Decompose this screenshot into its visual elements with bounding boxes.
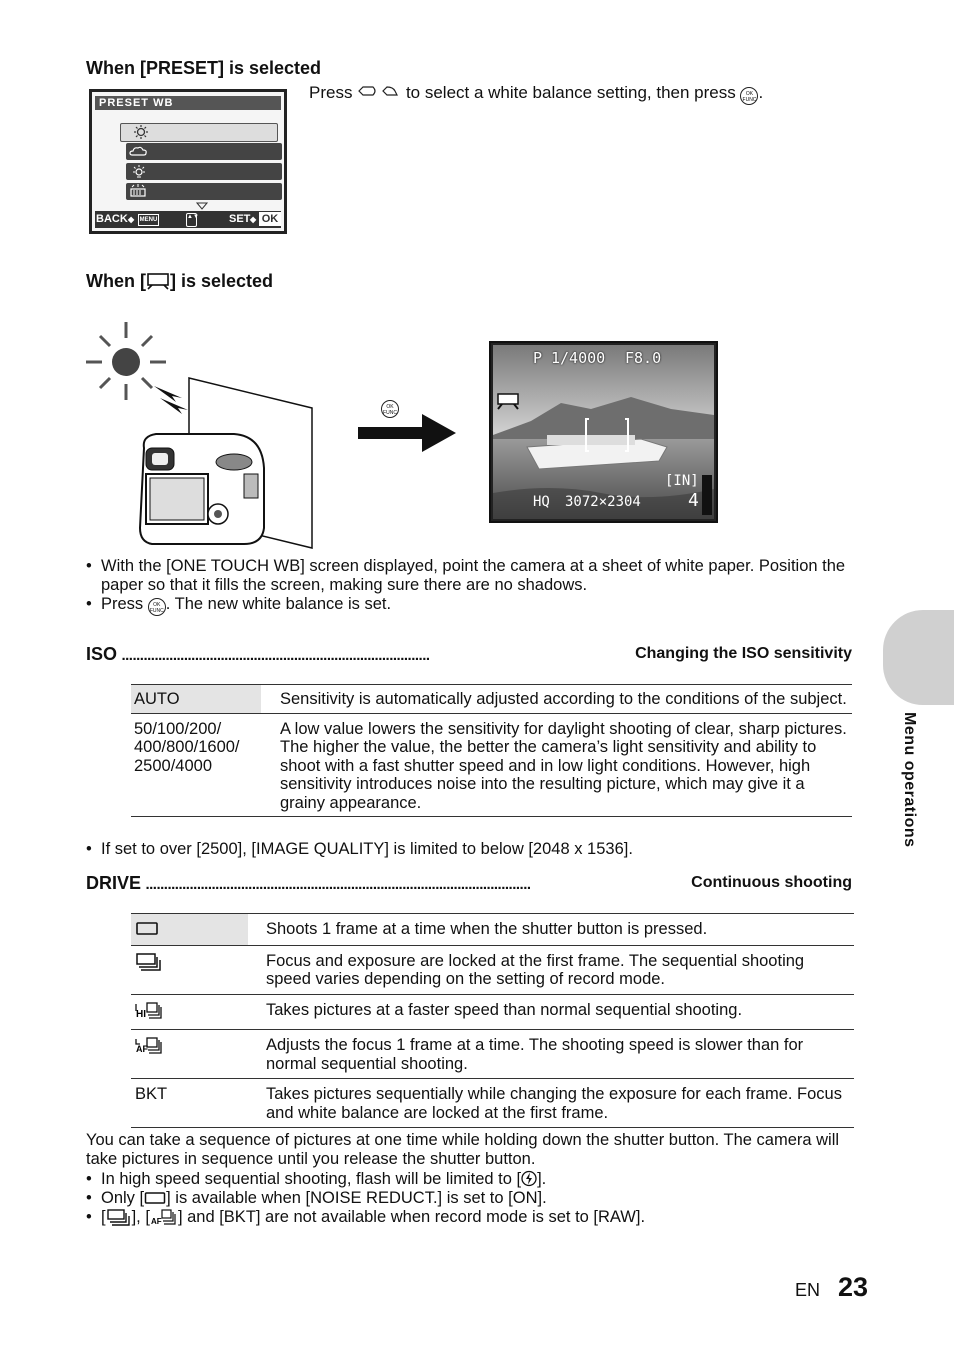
- drive-row: [131, 945, 854, 994]
- updown-icon: ▲▼: [186, 213, 197, 227]
- scroll-down-arrow-icon: [196, 202, 208, 210]
- drive-row: [131, 914, 854, 946]
- single-frame-icon: [144, 1191, 166, 1205]
- preset-instruction: [309, 83, 829, 105]
- fluorescent-icon: [128, 183, 150, 200]
- preset-heading: When [PRESET] is selected: [86, 58, 322, 78]
- lcd-row-sunny: [120, 123, 278, 142]
- drive-label: BKT: [135, 1085, 168, 1103]
- note-text: [101, 1208, 861, 1227]
- sunny-icon: [131, 124, 151, 141]
- screen-quality: HQ: [533, 494, 550, 510]
- iso-row-values: [131, 713, 852, 817]
- footer-lang: EN: [795, 1280, 821, 1300]
- lcd-row-fluorescent: [126, 183, 282, 200]
- screen-aperture: F8.0: [625, 349, 662, 367]
- instruction-pre: Press: [309, 83, 353, 102]
- arrow-icon: ◆: [128, 215, 135, 224]
- press-pre: Press: [101, 595, 144, 613]
- onetouch-heading: [86, 271, 273, 292]
- iso-setting: AUTO: [131, 685, 261, 714]
- note-pre: In high speed sequential shooting, flash will be limited to [: [101, 1170, 522, 1188]
- drive-table: [131, 913, 854, 1128]
- single-frame-icon: [135, 920, 159, 936]
- drive-dots: .........................................................................................................: [145, 876, 531, 893]
- svg-text:AF: AF: [150, 1217, 162, 1226]
- drive-icon-cell: [131, 945, 248, 994]
- drive-icon-cell: [131, 994, 248, 1030]
- hi-sequential-icon: [135, 1001, 163, 1021]
- screen-shutter: 1/4000: [551, 349, 606, 367]
- press-post: . The new white balance is set.: [165, 595, 392, 613]
- drive-row: [131, 1030, 854, 1079]
- iso-description: Sensitivity is automatically adjusted according to the conditions of the subject.: [280, 690, 847, 708]
- reflection-arrows-icon: [154, 386, 188, 414]
- preset-wb-lcd: [89, 89, 287, 234]
- lcd-ok-label: OK: [259, 212, 281, 226]
- iso-setting: 50/100/200/ 400/800/1600/ 2500/4000: [134, 719, 240, 775]
- af-sequential-icon: [135, 1036, 163, 1056]
- screen-side-bar: [702, 475, 712, 515]
- bullet-text: [101, 595, 861, 616]
- ok-func-arrow-icon: OK FUNC: [381, 398, 399, 418]
- instruction-mid: to select a white balance setting, then press: [405, 83, 736, 102]
- side-tab: [883, 610, 954, 705]
- iso-table: [131, 684, 852, 817]
- ok-func-button-icon: OK FUNC: [148, 598, 166, 616]
- svg-text:AF: AF: [136, 1044, 148, 1054]
- sequential-icon: [106, 1208, 132, 1226]
- lcd-footer: [95, 211, 281, 228]
- note-post: ].: [537, 1170, 547, 1188]
- lcd-preview-screen: [489, 341, 718, 523]
- ok-func-button-icon: OK FUNC: [740, 87, 758, 105]
- note-pre: [: [101, 1208, 106, 1226]
- drive-description: Shoots 1 frame at a time when the shutter button is pressed.: [266, 920, 708, 938]
- iso-row-auto: [131, 685, 852, 714]
- drive-row: [131, 1079, 854, 1128]
- screen-mode: P: [533, 349, 543, 367]
- af-sequential-icon: [150, 1208, 178, 1226]
- iso-subtitle: Changing the ISO sensitivity: [629, 645, 852, 663]
- sun-icon: [86, 322, 166, 400]
- iso-title: ISO: [86, 644, 118, 664]
- drive-subtitle: Continuous shooting: [685, 874, 852, 892]
- sequential-icon: [135, 952, 163, 972]
- onetouch-heading-post: ] is selected: [170, 271, 274, 291]
- iso-note-text: If set to over [2500], [IMAGE QUALITY] is limited to below [2048 x 1536].: [101, 840, 633, 858]
- lcd-back-label: BACK: [96, 213, 128, 225]
- arrow-buttons-icon: [357, 84, 401, 98]
- flash-off-icon: [521, 1170, 537, 1187]
- tungsten-icon: [129, 163, 151, 180]
- note-text: [101, 1189, 861, 1208]
- drive-paragraph: You can take a sequence of pictures at one time while holding down the shutter button. The camera will take pictures in sequence until you release the shutter button.: [86, 1131, 840, 1168]
- drive-description: Takes pictures sequentially while changing the exposure for each frame. Focus and white balance are locked at the first frame.: [266, 1085, 842, 1122]
- side-tab-label: Menu operations: [901, 712, 918, 848]
- lcd-set-label: SET: [229, 213, 251, 225]
- bullet-text: With the [ONE TOUCH WB] screen displayed, point the camera at a sheet of white paper. Position the paper so that it fills the screen, making sure there are no shadows.: [101, 557, 846, 594]
- screen-resolution: 3072×2304: [565, 494, 641, 510]
- note-mid: ], [: [131, 1208, 150, 1226]
- drive-description: Focus and exposure are locked at the first frame. The sequential shooting speed varies depending on the setting of record mode.: [266, 951, 805, 988]
- note-text: [101, 1170, 861, 1189]
- note-post: ] and [BKT] are not available when record mode is set to [RAW].: [177, 1208, 646, 1226]
- lcd-row-tungsten: [126, 163, 282, 180]
- drive-row: [131, 994, 854, 1030]
- screen-memory: [IN]: [665, 473, 699, 489]
- instruction-end: .: [758, 83, 764, 102]
- iso-dots: ....................................................................................: [121, 647, 430, 664]
- note-pre: Only [: [101, 1189, 145, 1207]
- camera-white-paper-illustration: [84, 318, 324, 550]
- cloudy-icon: [128, 143, 150, 160]
- big-right-arrow-icon: [358, 412, 458, 454]
- drive-title: DRIVE: [86, 873, 142, 893]
- note-post: ] is available when [NOISE REDUCT.] is set to [ON].: [166, 1189, 547, 1207]
- menu-button-icon: MENU: [138, 214, 159, 226]
- drive-description: Adjusts the focus 1 frame at a time. The shooting speed is slower than for normal sequential shooting.: [266, 1036, 804, 1073]
- page-number: 23: [838, 1272, 869, 1302]
- svg-text:HI: HI: [136, 1008, 146, 1020]
- lcd-row-cloudy: [126, 143, 282, 160]
- drive-icon-cell: [131, 1030, 248, 1079]
- iso-description: A low value lowers the sensitivity for daylight shooting of clear, sharp pictures. The higher the value, the better the camera’s light sensitivity and ability to shoot with a fast shutter speed and in low light conditions. However, high sensitivity introduces noise into the resulting picture, which may give it a grainy appearance.: [280, 719, 847, 812]
- one-touch-wb-screen-icon: [496, 392, 520, 412]
- onetouch-heading-pre: When [: [86, 271, 146, 291]
- arrow-icon: ◆: [250, 215, 257, 224]
- lcd-title: PRESET WB: [95, 96, 281, 110]
- af-target-icon: [585, 417, 629, 453]
- screen-remaining: 4: [688, 490, 699, 511]
- drive-description: Takes pictures at a faster speed than normal sequential shooting.: [266, 1000, 743, 1019]
- one-touch-wb-icon: [146, 272, 170, 290]
- drive-icon-cell: [131, 914, 248, 946]
